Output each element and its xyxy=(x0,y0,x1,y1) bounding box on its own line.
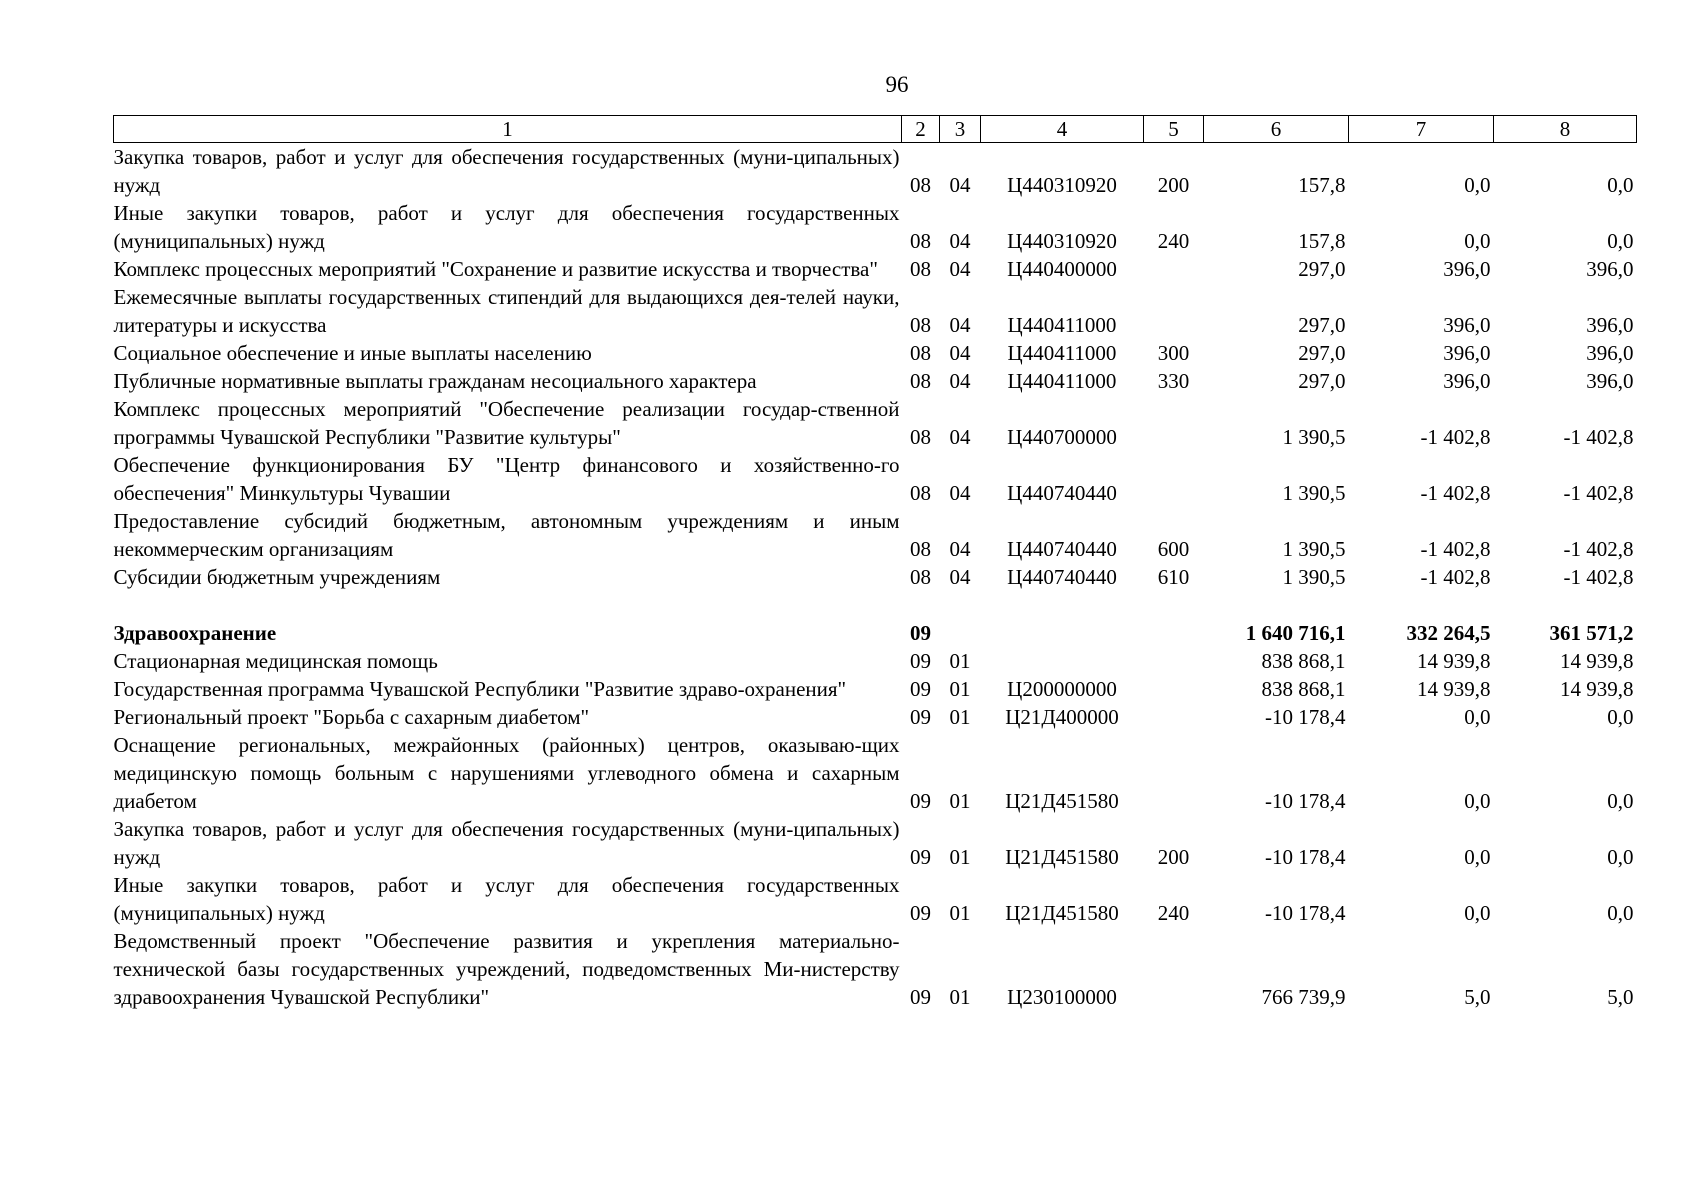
amount-col8: 361 571,2 xyxy=(1549,621,1634,645)
subsection-code: 04 xyxy=(949,229,971,253)
column-header: 6 xyxy=(1204,116,1349,143)
target-article-code: Ц440411000 xyxy=(1007,341,1117,365)
row-name: Государственная программа Чувашской Республики "Развитие здраво-охранения" xyxy=(113,677,847,701)
amount-col7: 5,0 xyxy=(1464,985,1491,1009)
table-row xyxy=(114,619,1637,647)
amount-col7: 396,0 xyxy=(1443,341,1491,365)
amount-col7: -1 402,8 xyxy=(1420,481,1491,505)
column-header: 7 xyxy=(1349,116,1494,143)
target-article-code: Ц21Д400000 xyxy=(1005,705,1119,729)
header-row xyxy=(114,116,1637,143)
expense-type-code: 200 xyxy=(1157,173,1190,197)
amount-col8: 396,0 xyxy=(1586,341,1634,365)
spacer-row xyxy=(114,591,1637,619)
amount-col8: -1 402,8 xyxy=(1563,537,1634,561)
amount-col8: 396,0 xyxy=(1586,369,1634,393)
subsection-code: 01 xyxy=(949,677,971,701)
subsection-code: 01 xyxy=(949,789,971,813)
amount-col8: 0,0 xyxy=(1607,845,1634,869)
table-row xyxy=(114,647,1637,675)
target-article-code: Ц440310920 xyxy=(1007,229,1117,253)
subsection-code: 04 xyxy=(949,173,971,197)
row-name: Региональный проект "Борьба с сахарным диабетом" xyxy=(113,705,590,729)
row-name: Социальное обеспечение и иные выплаты населению xyxy=(113,341,592,365)
target-article-code: Ц440310920 xyxy=(1007,173,1117,197)
table-row xyxy=(114,395,1637,451)
row-name: Ежемесячные выплаты государственных стипендий для выдающихся дея-телей науки, литературы и искусства xyxy=(113,285,900,337)
subsection-code xyxy=(940,619,981,647)
row-name: Закупка товаров, работ и услуг для обеспечения государственных (муни-ципальных) нужд xyxy=(113,145,900,197)
amount-col6: -10 178,4 xyxy=(1265,789,1346,813)
row-name: Оснащение региональных, межрайонных (районных) центров, оказываю-щих медицинскую помощь больным с нарушениями углеводного обмена и сахарным диабетом xyxy=(113,733,900,813)
amount-col7: 0,0 xyxy=(1464,901,1491,925)
target-article-code: Ц440411000 xyxy=(1007,313,1117,337)
amount-col7: 396,0 xyxy=(1443,369,1491,393)
expense-type-code xyxy=(1144,675,1204,703)
amount-col8: 0,0 xyxy=(1607,173,1634,197)
section-code: 08 xyxy=(910,313,931,337)
table-row xyxy=(114,815,1637,871)
target-article-code: Ц21Д451580 xyxy=(1005,789,1119,813)
column-header: 5 xyxy=(1144,116,1204,143)
row-name: Иные закупки товаров, работ и услуг для обеспечения государственных (муниципальных) нужд xyxy=(113,873,900,925)
table-row xyxy=(114,367,1637,395)
amount-col6: 1 390,5 xyxy=(1282,565,1346,589)
amount-col7: 0,0 xyxy=(1464,229,1491,253)
target-article-code: Ц440740440 xyxy=(1007,481,1117,505)
row-name: Обеспечение функционирования БУ "Центр финансового и хозяйственно-го обеспечения" Минкультуры Чувашии xyxy=(113,453,900,505)
table-row xyxy=(114,339,1637,367)
page-number: 96 xyxy=(885,72,909,97)
amount-col7: 14 939,8 xyxy=(1417,677,1491,701)
amount-col6: 1 390,5 xyxy=(1282,425,1346,449)
section-code: 08 xyxy=(910,481,931,505)
row-name: Иные закупки товаров, работ и услуг для обеспечения государственных (муниципальных) нужд xyxy=(113,201,900,253)
section-code: 08 xyxy=(910,369,931,393)
table-row xyxy=(114,563,1637,591)
column-header: 2 xyxy=(902,116,940,143)
amount-col7: 0,0 xyxy=(1464,845,1491,869)
section-code: 08 xyxy=(910,229,931,253)
section-code: 09 xyxy=(910,677,931,701)
column-header: 4 xyxy=(981,116,1144,143)
amount-col7: 0,0 xyxy=(1464,789,1491,813)
amount-col8: 0,0 xyxy=(1607,229,1634,253)
amount-col6: 157,8 xyxy=(1298,173,1346,197)
target-article-code: Ц440411000 xyxy=(1007,369,1117,393)
amount-col6: -10 178,4 xyxy=(1265,901,1346,925)
amount-col6: -10 178,4 xyxy=(1265,845,1346,869)
amount-col8: 0,0 xyxy=(1607,789,1634,813)
table-row xyxy=(114,507,1637,563)
subsection-code: 01 xyxy=(949,705,971,729)
expense-type-code xyxy=(1144,395,1204,451)
section-code: 08 xyxy=(910,257,931,281)
subsection-code: 04 xyxy=(949,425,971,449)
expense-type-code xyxy=(1144,283,1204,339)
target-article-code xyxy=(981,619,1144,647)
target-article-code xyxy=(981,647,1144,675)
amount-col6: 297,0 xyxy=(1298,341,1346,365)
table-row xyxy=(114,143,1637,200)
amount-col8: -1 402,8 xyxy=(1563,481,1634,505)
subsection-code: 04 xyxy=(949,369,971,393)
subsection-code: 04 xyxy=(949,481,971,505)
row-name: Ведомственный проект "Обеспечение развития и укрепления материально-технической базы государственных учреждений, подведомственных Ми-нистерству здравоохранения Чувашской Республики" xyxy=(113,929,900,1009)
target-article-code: Ц440740440 xyxy=(1007,565,1117,589)
target-article-code: Ц21Д451580 xyxy=(1005,845,1119,869)
expense-type-code xyxy=(1144,619,1204,647)
section-code: 09 xyxy=(910,705,931,729)
section-code: 08 xyxy=(910,537,931,561)
table-row xyxy=(114,871,1637,927)
expense-type-code: 610 xyxy=(1157,565,1190,589)
expense-type-code xyxy=(1144,731,1204,815)
section-code: 08 xyxy=(910,341,931,365)
amount-col8: 14 939,8 xyxy=(1560,649,1634,673)
amount-col7: -1 402,8 xyxy=(1420,537,1491,561)
amount-col6: -10 178,4 xyxy=(1265,705,1346,729)
column-header: 8 xyxy=(1494,116,1637,143)
amount-col8: 14 939,8 xyxy=(1560,677,1634,701)
target-article-code: Ц440400000 xyxy=(1007,257,1117,281)
table-row xyxy=(114,283,1637,339)
target-article-code: Ц230100000 xyxy=(1007,985,1117,1009)
amount-col6: 1 390,5 xyxy=(1282,537,1346,561)
expense-type-code xyxy=(1144,927,1204,1011)
target-article-code: Ц200000000 xyxy=(1007,677,1117,701)
subsection-code: 01 xyxy=(949,649,971,673)
subsection-code: 04 xyxy=(949,565,971,589)
amount-col8: 0,0 xyxy=(1607,705,1634,729)
subsection-code: 04 xyxy=(949,537,971,561)
target-article-code: Ц21Д451580 xyxy=(1005,901,1119,925)
expense-type-code: 300 xyxy=(1157,341,1190,365)
amount-col6: 1 390,5 xyxy=(1282,481,1346,505)
section-code: 08 xyxy=(910,425,931,449)
subsection-code: 04 xyxy=(949,313,971,337)
column-header: 1 xyxy=(114,116,902,143)
amount-col6: 297,0 xyxy=(1298,257,1346,281)
expense-type-code xyxy=(1144,451,1204,507)
spacer-cell xyxy=(114,591,1637,619)
expense-type-code xyxy=(1144,647,1204,675)
amount-col7: 332 264,5 xyxy=(1406,621,1491,645)
amount-col6: 838 868,1 xyxy=(1261,649,1346,673)
expense-type-code xyxy=(1144,255,1204,283)
amount-col8: 396,0 xyxy=(1586,313,1634,337)
section-code: 08 xyxy=(910,173,931,197)
amount-col8: -1 402,8 xyxy=(1563,565,1634,589)
amount-col7: 14 939,8 xyxy=(1417,649,1491,673)
row-name: Публичные нормативные выплаты гражданам несоциального характера xyxy=(113,369,757,393)
amount-col8: 0,0 xyxy=(1607,901,1634,925)
expense-type-code: 240 xyxy=(1157,901,1190,925)
expense-type-code: 200 xyxy=(1157,845,1190,869)
row-name: Субсидии бюджетным учреждениям xyxy=(113,565,441,589)
table-row xyxy=(114,675,1637,703)
amount-col6: 1 640 716,1 xyxy=(1245,621,1346,645)
amount-col8: -1 402,8 xyxy=(1563,425,1634,449)
expense-type-code: 600 xyxy=(1157,537,1190,561)
subsection-code: 01 xyxy=(949,901,971,925)
budget-table xyxy=(113,115,1637,1011)
subsection-code: 01 xyxy=(949,985,971,1009)
row-name: Комплекс процессных мероприятий "Обеспечение реализации государ-ственной программы Чувашской Республики "Развитие культуры" xyxy=(113,397,900,449)
table-row xyxy=(114,731,1637,815)
subsection-code: 04 xyxy=(949,341,971,365)
amount-col7: 0,0 xyxy=(1464,705,1491,729)
subsection-code: 01 xyxy=(949,845,971,869)
target-article-code: Ц440740440 xyxy=(1007,537,1117,561)
amount-col7: 396,0 xyxy=(1443,313,1491,337)
amount-col6: 766 739,9 xyxy=(1261,985,1346,1009)
target-article-code: Ц440700000 xyxy=(1007,425,1117,449)
section-code: 09 xyxy=(910,901,931,925)
amount-col8: 5,0 xyxy=(1607,985,1634,1009)
row-name: Закупка товаров, работ и услуг для обеспечения государственных (муни-ципальных) нужд xyxy=(113,817,900,869)
row-name: Здравоохранение xyxy=(113,621,277,645)
amount-col7: -1 402,8 xyxy=(1420,425,1491,449)
amount-col6: 838 868,1 xyxy=(1261,677,1346,701)
amount-col6: 157,8 xyxy=(1298,229,1346,253)
table-row xyxy=(114,927,1637,1011)
row-name: Комплекс процессных мероприятий "Сохранение и развитие искусства и творчества" xyxy=(113,257,878,281)
row-name: Предоставление субсидий бюджетным, автономным учреждениям и иным некоммерческим организациям xyxy=(113,509,900,561)
amount-col7: -1 402,8 xyxy=(1420,565,1491,589)
section-code: 09 xyxy=(910,789,931,813)
amount-col8: 396,0 xyxy=(1586,257,1634,281)
row-name: Стационарная медицинская помощь xyxy=(113,649,438,673)
column-header: 3 xyxy=(940,116,981,143)
table-row xyxy=(114,255,1637,283)
section-code: 09 xyxy=(910,845,931,869)
amount-col6: 297,0 xyxy=(1298,313,1346,337)
subsection-code: 04 xyxy=(949,257,971,281)
section-code: 09 xyxy=(910,621,931,645)
table-row xyxy=(114,451,1637,507)
expense-type-code xyxy=(1144,703,1204,731)
amount-col7: 0,0 xyxy=(1464,173,1491,197)
section-code: 09 xyxy=(910,985,931,1009)
table-row xyxy=(114,703,1637,731)
table-row xyxy=(114,199,1637,255)
section-code: 08 xyxy=(910,565,931,589)
amount-col7: 396,0 xyxy=(1443,257,1491,281)
expense-type-code: 330 xyxy=(1157,369,1190,393)
section-code: 09 xyxy=(910,649,931,673)
expense-type-code: 240 xyxy=(1157,229,1190,253)
amount-col6: 297,0 xyxy=(1298,369,1346,393)
